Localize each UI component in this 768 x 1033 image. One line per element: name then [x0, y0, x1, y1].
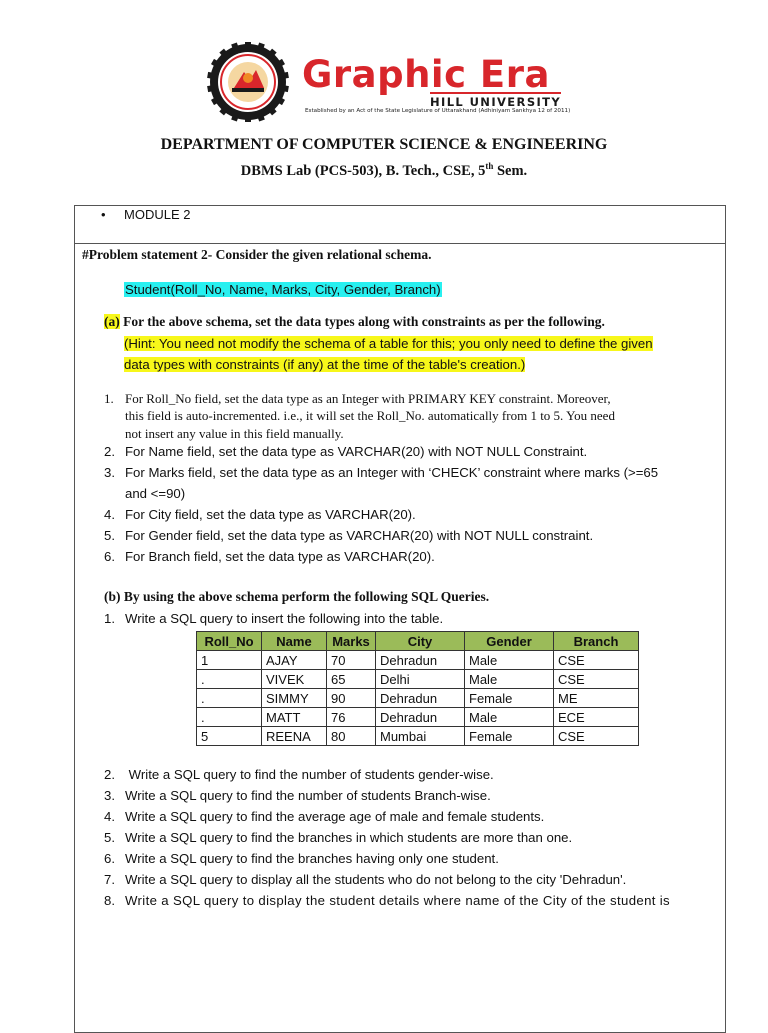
list-item-cont: not insert any value in this field manually.	[125, 426, 344, 441]
list-item: 6. Write a SQL query to find the branches having only one student.	[104, 851, 499, 866]
column-header: Marks	[327, 632, 376, 651]
course-end: Sem.	[493, 162, 528, 179]
course-main: DBMS Lab (PCS-503), B. Tech., CSE, 5	[240, 162, 486, 179]
table-cell: SIMMY	[262, 689, 327, 708]
part-a-tag: (a)	[104, 314, 120, 329]
column-header: Gender	[465, 632, 554, 651]
table-cell: VIVEK	[262, 670, 327, 689]
table-cell: .	[197, 670, 262, 689]
list-item: 5. Write a SQL query to find the branches in which students are more than one.	[104, 830, 573, 845]
table-cell: CSE	[554, 727, 639, 746]
table-cell: MATT	[262, 708, 327, 727]
table-cell: Male	[465, 670, 554, 689]
student-table	[196, 631, 639, 746]
list-item: 2. Write a SQL query to find the number of students gender-wise.	[104, 767, 494, 782]
course-sup: th	[485, 161, 494, 171]
list-item: 6. For Branch field, set the data type as VARCHAR(20).	[104, 549, 435, 564]
table-cell: Female	[465, 689, 554, 708]
column-header: Name	[262, 632, 327, 651]
hint-line-1: (Hint: You need not modify the schema of a table for this; you only need to define the given	[124, 336, 653, 351]
problem-statement: #Problem statement 2- Consider the given relational schema.	[82, 247, 432, 262]
table-cell: 90	[327, 689, 376, 708]
table-cell: .	[197, 708, 262, 727]
brand-name	[302, 53, 550, 96]
list-item-cont: and <=90)	[125, 486, 186, 501]
university-seal-icon	[198, 42, 298, 122]
list-item: 4. Write a SQL query to find the average age of male and female students.	[104, 809, 545, 824]
course-title	[0, 161, 768, 180]
table-cell: Female	[465, 727, 554, 746]
table-cell: 1	[197, 651, 262, 670]
list-item: 3. Write a SQL query to find the number of students Branch-wise.	[104, 788, 491, 803]
table-cell: ECE	[554, 708, 639, 727]
list-item: 7. Write a SQL query to display all the students who do not belong to the city 'Dehradun'.	[104, 872, 627, 887]
table-cell: ME	[554, 689, 639, 708]
list-item: 5. For Gender field, set the data type as VARCHAR(20) with NOT NULL constraint.	[104, 528, 594, 543]
table-row	[197, 708, 639, 727]
table-row	[197, 670, 639, 689]
table-cell: Dehradun	[376, 689, 465, 708]
table-cell: Delhi	[376, 670, 465, 689]
table-header-row	[197, 632, 639, 651]
list-item: 1. For Roll_No field, set the data type as an Integer with PRIMARY KEY constraint. Moreover,	[104, 391, 611, 406]
bullet-icon: •	[101, 207, 106, 222]
table-row	[197, 689, 639, 708]
table-cell: Mumbai	[376, 727, 465, 746]
list-item: 3. For Marks field, set the data type as an Integer with ‘CHECK’ constraint where marks (>=65	[104, 465, 659, 480]
table-cell: 5	[197, 727, 262, 746]
column-header: Roll_No	[197, 632, 262, 651]
list-item-cont: this field is auto-incremented. i.e., it will set the Roll_No. automatically from 1 to 5. You need	[125, 408, 615, 423]
table-cell: AJAY	[262, 651, 327, 670]
table-row	[197, 651, 639, 670]
table-cell: Dehradun	[376, 651, 465, 670]
university-logo	[198, 42, 578, 122]
table-cell: CSE	[554, 670, 639, 689]
table-cell: 76	[327, 708, 376, 727]
part-b-title: (b) By using the above schema perform the following SQL Queries.	[104, 589, 490, 604]
university-subtitle: HILL UNIVERSITY	[430, 92, 561, 109]
table-cell: Dehradun	[376, 708, 465, 727]
table-cell: Male	[465, 651, 554, 670]
table-cell: Male	[465, 708, 554, 727]
schema-text: Student(Roll_No, Name, Marks, City, Gender, Branch)	[125, 282, 441, 297]
column-header: City	[376, 632, 465, 651]
table-cell: 70	[327, 651, 376, 670]
table-cell: .	[197, 689, 262, 708]
module-label: • MODULE 2	[101, 207, 191, 222]
list-item: 4. For City field, set the data type as VARCHAR(20).	[104, 507, 416, 522]
table-cell: CSE	[554, 651, 639, 670]
part-a-heading: For the above schema, set the data types along with constraints as per the following.	[119, 314, 605, 329]
column-header: Branch	[554, 632, 639, 651]
table-cell: 65	[327, 670, 376, 689]
list-item: 2. For Name field, set the data type as VARCHAR(20) with NOT NULL Constraint.	[104, 444, 588, 459]
list-item: 8. Write a SQL query to display the student details where name of the City of the student is	[104, 893, 671, 908]
table-cell: REENA	[262, 727, 327, 746]
table-row	[197, 727, 639, 746]
department-title: DEPARTMENT OF COMPUTER SCIENCE & ENGINEERING	[160, 136, 608, 153]
table-cell: 80	[327, 727, 376, 746]
list-item: 1. Write a SQL query to insert the following into the table.	[104, 611, 444, 626]
brand-word-era: Era	[479, 53, 550, 96]
hint-line-2: data types with constraints (if any) at the time of the table's creation.)	[124, 357, 526, 372]
brand-word-graphic: Graphic	[302, 53, 467, 96]
page-header	[0, 0, 768, 195]
established-line: Established by an Act of the State Legislature of Uttarakhand (Adhiniyam Sankhya 12 of 2011)	[305, 108, 571, 114]
part-a-title	[104, 314, 605, 330]
